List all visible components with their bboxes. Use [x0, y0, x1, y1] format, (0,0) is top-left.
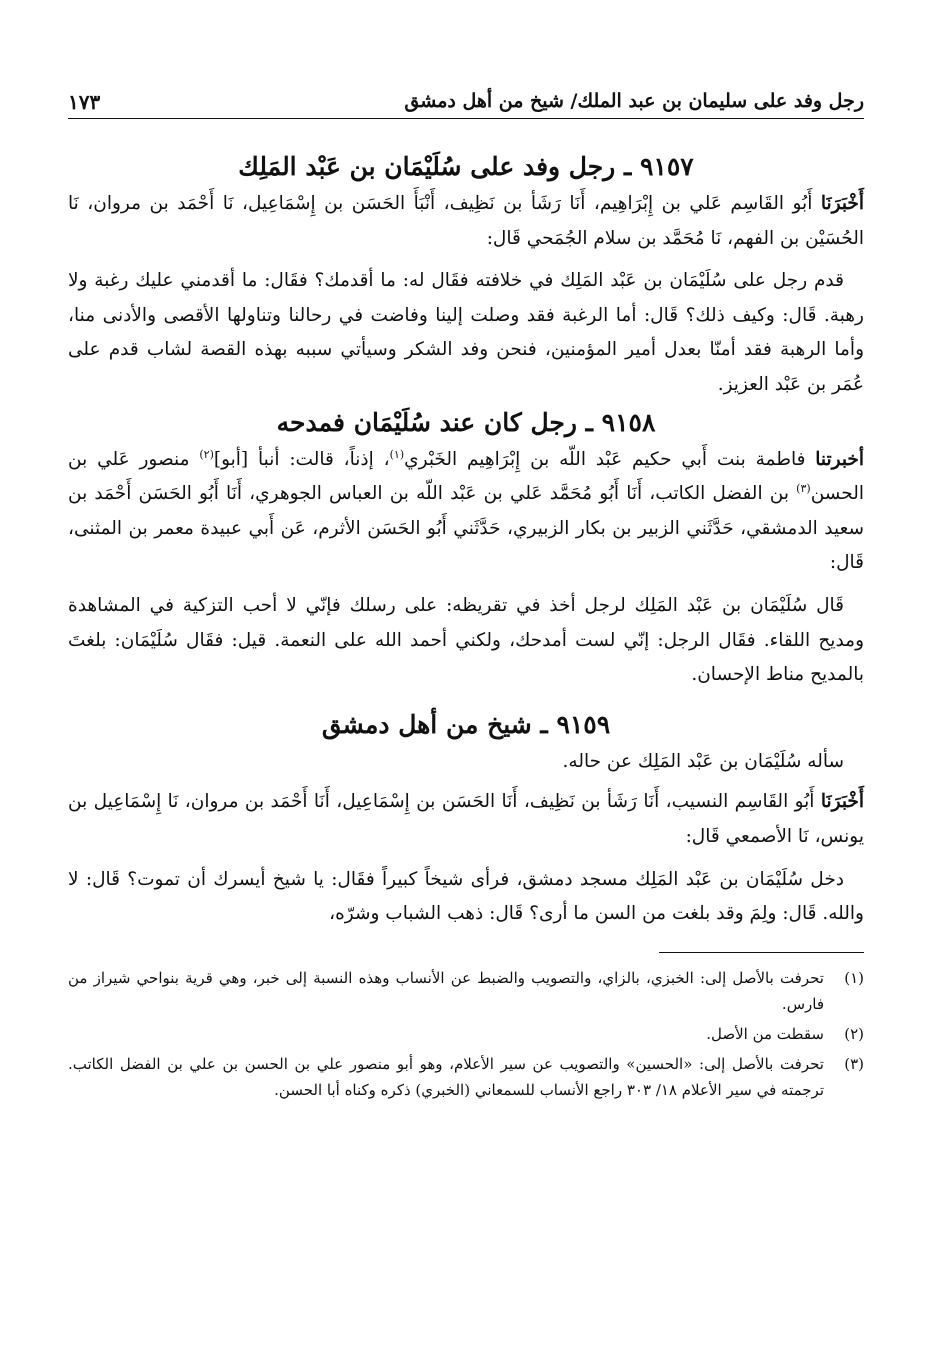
footnote-1 [68, 965, 864, 1017]
narration-9158: قَال سُلَيْمَان بن عَبْد المَلِك لرجل أخذ في تقريظه: على رسلك فإنّي لا أحب التزكية في المشاهدة ومديح اللقاء. فقَال الرجل: إنّي لست أمدحك، ولكني أحمد الله على النعمة. قيل: فقَال سُلَيْمَان: بلغتَ بالمديح مناط الإحسان. [68, 594, 864, 686]
footnote-text: تحرفت بالأصل إلى: الخبزي، بالزاي، والتصويب والضبط عن الأنساب وهذه النسبة إلى خبر، وهي قرية بنواحي شيراز من فارس. [68, 968, 824, 1013]
footnote-ref-2[interactable]: (٢) [199, 447, 214, 461]
isnad-9158 [68, 443, 864, 581]
isnad-text: أَبُو القَاسِم عَلي بن إِبْرَاهِيم، أَنَا رَشَأ بن نَظِيف، أَنْبَأَ الحَسَن بن إِسْمَاعِيل، نَا أَحْمَد بن مروان، نَا الحُسَيْن بن الفهم، نَا مُحَمَّد بن سلام الجُمَحي قَال: [68, 193, 864, 249]
isnad-text-part: ، إذناً، قالت: أنبأ [أبو] [213, 448, 390, 470]
footnote-number: (١) [844, 968, 864, 987]
isnad-text-part: منصور عَلي بن الحسن [68, 448, 864, 505]
footnote-text: سقطت من الأصل. [706, 1024, 824, 1043]
isnad-keyword: أخبرتنا [815, 448, 864, 470]
footnote-2 [68, 1021, 864, 1047]
entry-title-9159: ٩١٥٩ ـ شيخ من أهل دمشق [321, 709, 611, 739]
isnad-text-part: بن الفضل الكاتب، أَنَا أَبُو مُحَمَّد عَلي بن عَبْد اللّه بن العباس الجوهري، أَنَا أَبُو الحَسَن أَحْمَد بن سعيد الدمشقي، حَدَّثَني الزبير بن بكار الزبيري، حَدَّثَني أَبُو الحَسَن الأثرم، عَن أَبي عبيدة معمر بن المثنى، قَال: [68, 483, 864, 574]
entry-title-9158: ٩١٥٨ ـ رجل كان عند سُلَيْمَان فمدحه [276, 407, 656, 437]
footnote-separator [659, 952, 864, 953]
footnotes [68, 952, 864, 1103]
isnad-9157 [68, 187, 864, 256]
book-page [68, 78, 864, 1103]
entry-title-9157: ٩١٥٧ ـ رجل وفد على سُلَيْمَان بن عَبْد المَلِك [238, 152, 694, 181]
footnote-3 [68, 1051, 864, 1103]
narration-9159: دخل سُلَيْمَان بن عَبْد المَلِك مسجد دمشق، فرأى شيخاً كبيراً فقَال: يا شيخ أيسرك أن تموت؟ قَال: لا والله. قَال: ولِمَ وقد بلغت من السن ما أرى؟ قَال: ذهب الشباب وشرّه، [68, 868, 864, 925]
page-number: ١٧٣ [68, 90, 101, 114]
footnote-number: (٢) [844, 1024, 864, 1043]
isnad-keyword: أَخْبَرَنَا [820, 193, 864, 214]
footnote-ref-3[interactable]: (٣) [796, 482, 811, 495]
running-title: رجل وفد على سليمان بن عبد الملك/ شيخ من أهل دمشق [404, 90, 864, 112]
narration-9157: قدم رجل على سُلَيْمَان بن عَبْد المَلِك في خلافته فقَال له: ما أقدمك؟ فقَال: ما أقدمني عليك رغبة ولا رهبة. قَال: وكيف ذلك؟ قَال: أما الرغبة فقد وصلت إلينا وفاضت في رحالنا وتناولها الأقصى والأدنى منا، وأما الرهبة فقد أمنّا بعدل أمير المؤمنين، فنحن وفد الشكر وسيأتي سببه بهذه القصة لشاب قدم على عُمَر بن عَبْد العزيز. [68, 270, 864, 395]
footnote-number: (٣) [844, 1054, 864, 1073]
running-header [68, 78, 864, 119]
footnote-ref-1[interactable]: (١) [389, 447, 405, 461]
isnad-keyword: أَخْبَرَنَا [820, 791, 864, 813]
isnad-text: أَبُو القَاسِم النسيب، أَنَا رَشَأ بن نَظِيف، أَنَا الحَسَن بن إِسْمَاعِيل، أَنَا أَحْمَد بن مروان، نَا إِسْمَاعِيل بن يونس، نَا الأصمعي قَال: [68, 791, 864, 847]
footnote-text: تحرفت بالأصل إلى: «الحسين» والتصويب عن سير الأعلام، وهو أبو منصور علي بن الحسن بن علي بن الفضل الكاتب. ترجمته في سير الأعلام ١٨/ ٣٠٣ راجع الأنساب للسمعاني (الخبري) ذكره وكناه أبا الحسن. [68, 1054, 824, 1099]
entry-intro-9159: سأله سُلَيْمَان بن عَبْد المَلِك عن حاله. [562, 750, 844, 772]
isnad-9159 [68, 785, 864, 854]
isnad-text-part: فاطمة بنت أَبي حكيم عَبْد اللّه بن إِبْرَاهِيم الخَبْري [404, 448, 816, 470]
